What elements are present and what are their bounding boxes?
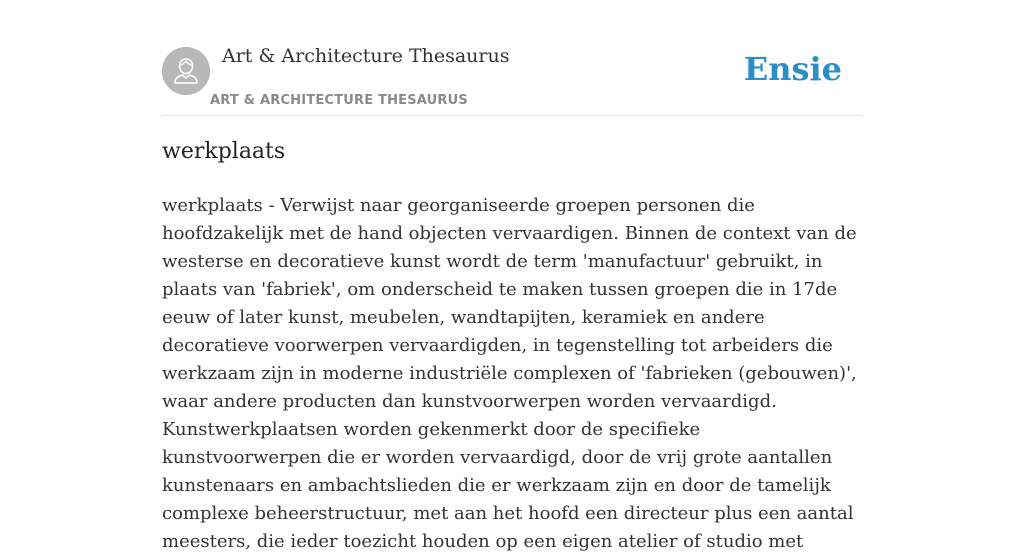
user-silhouette-icon — [162, 47, 210, 95]
content-container — [162, 0, 862, 552]
author-name[interactable]: Art & Architecture Thesaurus — [222, 45, 510, 67]
avatar[interactable] — [162, 47, 210, 95]
author-source-label[interactable]: ART & ARCHITECTURE THESAURUS — [210, 93, 468, 108]
author-header — [162, 0, 862, 116]
definition-text: werkplaats - Verwijst naar georganiseerde groepen personen die hoofdzakelijk met de hand objecten vervaardigen. Binnen de context van de westerse en decoratieve kunst wordt de term 'manufactuur' gebruikt, in plaats van 'fabriek', om onderscheid te maken tussen groepen die in 17de eeuw of later kunst, meubelen, wandtapijten, keramiek en andere decoratieve voorwerpen vervaardigden, in tegenstelling tot arbeiders die werkzaam zijn in moderne industriële complexen of 'fabrieken (gebouwen)', waar andere producten dan kunstvoorwerpen worden vervaardigd. Kunstwerkplaatsen worden gekenmerkt door de specifieke kunstvoorwerpen die er worden vervaardigd, door de vrij grote aantallen kunstenaars en ambachtslieden die er werkzaam zijn en door de tamelijk complexe beheerstructuur, met aan het hoofd een directeur plus een aantal meesters, die ieder toezicht houden op een eigen atelier of studio met — [162, 195, 857, 552]
page-title: werkplaats — [162, 139, 286, 164]
brand-logo[interactable]: Ensie — [743, 50, 842, 88]
